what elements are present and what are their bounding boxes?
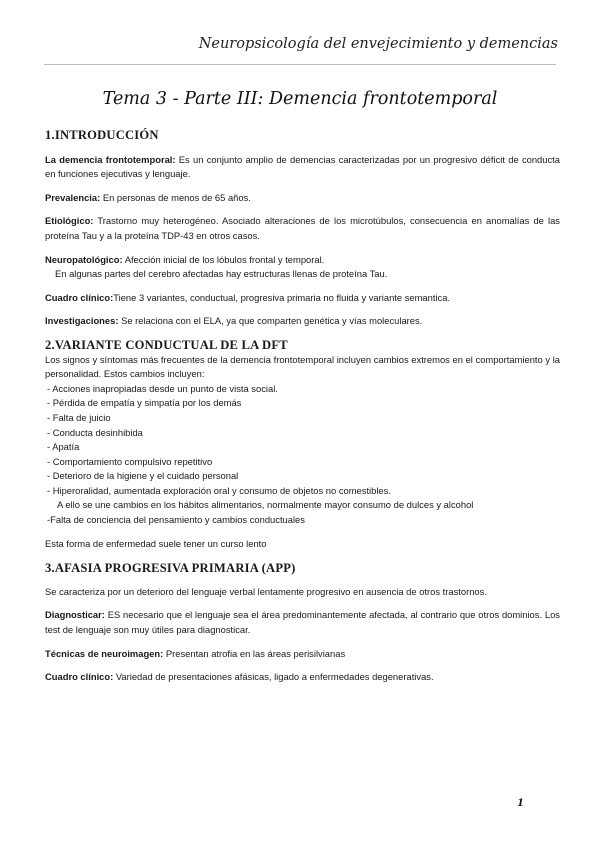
section-heading-afasia: 3.AFASIA PROGRESIVA PRIMARIA (APP)	[45, 561, 296, 576]
paragraph-variante-intro: Los signos y síntomas más frecuentes de la demencia frontotemporal incluyen cambios extremos en el comportamiento y la personalidad. Estos cambios incluyen:	[45, 353, 560, 380]
list-item: - Falta de juicio	[47, 411, 111, 423]
list-item: - Conducta desinhibida	[47, 426, 143, 438]
term-label: La demencia frontotemporal:	[45, 153, 176, 165]
paragraph-cuadro-clinico-app: Cuadro clínico: Variedad de presentaciones afásicas, ligado a enfermedades degenerativas.	[45, 671, 434, 683]
paragraph-definicion: La demencia frontotemporal: Es un conjunto amplio de demencias caracterizadas por un progresivo déficit de conducta en funciones ejecutivas y lenguaje.	[45, 153, 560, 180]
paragraph-neuropatologico-continuation: En algunas partes del cerebro afectadas hay estructuras llenas de proteína Tau.	[55, 268, 388, 280]
term-label: Diagnosticar:	[45, 609, 105, 621]
term-label: Prevalencia:	[45, 191, 101, 203]
term-label: Cuadro clínico:	[45, 291, 114, 303]
section-heading-introduccion: 1.INTRODUCCIÓN	[45, 128, 159, 142]
section-heading-variante-conductual: 2.VARIANTE CONDUCTUAL DE LA DFT	[45, 337, 288, 352]
paragraph-cuadro-clinico: Cuadro clínico:Tiene 3 variantes, conductual, progresiva primaria no fluida y variante semantica.	[45, 291, 451, 303]
paragraph-neuroimagen: Técnicas de neuroimagen: Presentan atrofia en las áreas perisilvianas	[45, 647, 346, 659]
document-body	[45, 128, 560, 685]
paragraph-investigaciones: Investigaciones: Se relaciona con el ELA, ya que comparten genética y vías moleculares.	[45, 315, 423, 327]
list-item: - Apatía	[47, 441, 80, 453]
paragraph-prevalencia: Prevalencia: En personas de menos de 65 años.	[45, 191, 251, 203]
paragraph-etiologico: Etiológico: Trastorno muy heterogéneo. Asociado alteraciones de los microtúbulos, consecuencia en anomalías de las proteína Tau y a la proteína TDP-43 en otros casos.	[45, 215, 560, 241]
term-label: Etiológico:	[45, 215, 94, 227]
list-item: - Deterioro de la higiene y el cuidado personal	[47, 470, 239, 482]
header-rule	[44, 64, 556, 65]
page-number: 1	[517, 798, 524, 809]
paragraph-diagnosticar: Diagnosticar: ES necesario que el lenguaje sea el área predominantemente afectada, al contrario que otros dominios. Los test de lenguaje son muy útiles para diagnosticar.	[45, 609, 560, 636]
paragraph-afasia-intro: Se caracteriza por un deterioro del lenguaje verbal lentamente progresivo en ausencia de otros trastornos.	[45, 585, 487, 597]
list-item: - Pérdida de empatía y simpatía por los demás	[47, 397, 242, 409]
paragraph-curso: Esta forma de enfermedad suele tener un curso lento	[45, 537, 267, 549]
term-label: Neuropatológico:	[45, 253, 123, 265]
term-label: Investigaciones:	[45, 315, 119, 327]
list-item: -Falta de conciencia del pensamiento y cambios conductuales	[47, 514, 305, 526]
document-title: Tema 3 - Parte III: Demencia frontotemporal	[102, 89, 498, 109]
paragraph-neuropatologico: Neuropatológico: Afección inicial de los lóbulos frontal y temporal.	[45, 253, 325, 265]
term-label: Cuadro clínico:	[45, 671, 114, 683]
term-label: Técnicas de neuroimagen:	[45, 647, 164, 659]
list-sub-note: A ello se une cambios en los hábitos alimentarios, normalmente mayor consumo de dulces y alcohol	[57, 499, 474, 511]
list-item: - Comportamiento compulsivo repetitivo	[47, 455, 213, 467]
running-header: Neuropsicología del envejecimiento y demencias	[198, 36, 558, 52]
list-item: - Acciones inapropiadas desde un punto de vista social.	[47, 382, 278, 394]
list-item: - Hiperoralidad, aumentada exploración oral y consumo de objetos no comestibles.	[47, 484, 391, 496]
